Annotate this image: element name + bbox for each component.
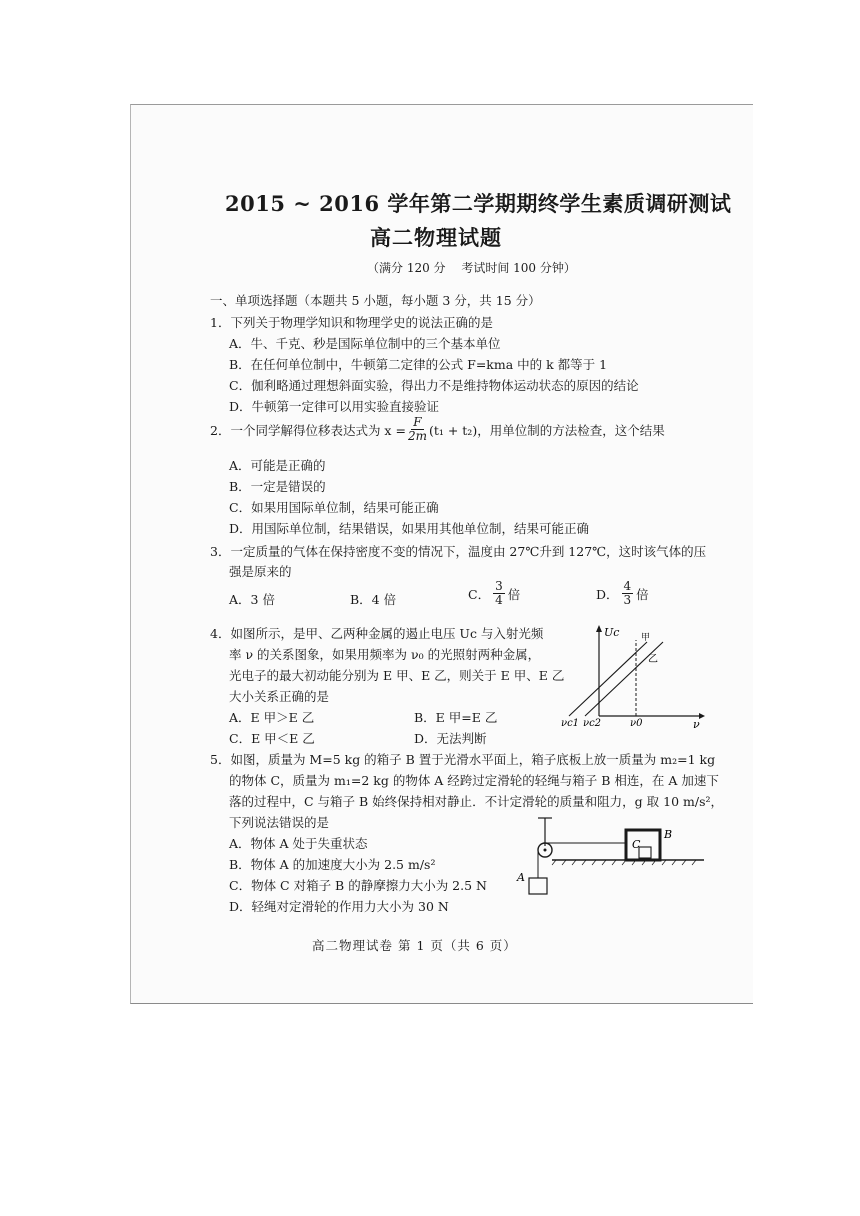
q5-option-a: A．物体 A 处于失重状态: [229, 836, 368, 851]
q4-graph: [555, 620, 707, 732]
tick-nu0: ν0: [630, 718, 643, 729]
q3-c-num: 3: [495, 579, 503, 593]
q1-option-d: D．牛顿第一定律可以用实验直接验证: [229, 399, 440, 414]
q3-option-c-label: C．: [468, 586, 491, 602]
q3-option-b: B．4 倍: [350, 592, 397, 607]
label-yi: 乙: [648, 654, 658, 665]
q3-c-den: 4: [495, 593, 503, 607]
exam-info: （满分 120 分 考试时间 100 分钟）: [367, 261, 576, 275]
q4-stem-line2: 率 ν 的关系图象，如果用频率为 ν₀ 的光照射两种金属，: [229, 647, 541, 662]
page-footer: 高二物理试卷 第 1 页（共 6 页）: [312, 938, 517, 953]
exam-subject-title: 高二物理试题: [370, 225, 502, 250]
label-a: A: [517, 871, 525, 884]
y-axis-label: Uc: [604, 626, 620, 639]
q5-option-d: D．轻绳对定滑轮的作用力大小为 30 N: [229, 899, 449, 914]
y-axis-arrow: [596, 625, 602, 632]
q5-stem-line2: 的物体 C，质量为 m₁=2 kg 的物体 A 经跨过定滑轮的轻绳与箱子 B 相连，在 A 加速下: [229, 773, 719, 788]
q2-option-c: C．如果用国际单位制，结果可能正确: [229, 500, 439, 515]
tick-nuc2: νc2: [583, 718, 602, 729]
q3-option-a: A．3 倍: [229, 592, 275, 607]
q5-stem-line3: 落的过程中，C 与箱子 B 始终保持相对静止．不计定滑轮的质量和阻力，g 取 10 m/s²，: [229, 794, 723, 809]
q3-option-c: [468, 580, 520, 607]
q4-option-b: B．E 甲=E 乙: [414, 710, 498, 725]
q2-stem-post: (t₁ + t₂)，用单位制的方法检查，这个结果: [428, 422, 665, 438]
tick-nuc1: νc1: [561, 718, 580, 729]
q5-option-c: C．物体 C 对箱子 B 的静摩擦力大小为 2.5 N: [229, 878, 487, 893]
q2-frac-num: F: [413, 415, 422, 429]
q4-stem-line4: 大小关系正确的是: [229, 689, 330, 704]
q3-option-d-label: D．: [596, 586, 619, 602]
q5-stem-line4: 下列说法错误的是: [229, 815, 330, 830]
q3-d-den: 3: [623, 593, 632, 607]
q3-option-d: [596, 580, 649, 607]
q1-option-a: A．牛、千克、秒是国际单位制中的三个基本单位: [229, 336, 501, 351]
x-axis-label: ν: [693, 718, 700, 731]
q5-option-b: B．物体 A 的加速度大小为 2.5 m/s²: [229, 857, 436, 872]
q3-option-c-fraction: [493, 580, 505, 607]
section-heading: 一、单项选择题（本题共 5 小题，每小题 3 分，共 15 分）: [210, 293, 541, 308]
q5-stem-line1: 5．如图，质量为 M=5 kg 的箱子 B 置于光滑水平面上，箱子底板上放一质量为 m₂=1 kg: [210, 752, 716, 767]
x-axis-arrow: [699, 713, 705, 719]
q2-fraction: [408, 416, 427, 443]
block-a: [529, 878, 547, 894]
q1-stem: 1．下列关于物理学知识和物理学史的说法正确的是: [210, 315, 493, 330]
ground-hatching: [552, 860, 696, 865]
pulley-axle: [544, 849, 547, 852]
q3-option-d-unit: 倍: [636, 586, 649, 602]
line-jia: [569, 642, 647, 716]
q2-option-d: D．用国际单位制，结果错误，如果用其他单位制，结果可能正确: [229, 521, 590, 536]
q2-option-a: A．可能是正确的: [229, 458, 326, 473]
q3-stem-line2: 强是原来的: [229, 564, 292, 579]
q4-stem-line1: 4．如图所示，是甲、乙两种金属的遏止电压 Uc 与入射光频: [210, 626, 544, 641]
q2-frac-den: 2m: [407, 429, 427, 443]
q4-option-a: A．E 甲＞E 乙: [229, 710, 315, 725]
q3-option-c-unit: 倍: [507, 586, 521, 602]
q4-stem-line3: 光电子的最大初动能分别为 E 甲、E 乙，则关于 E 甲、E 乙: [229, 668, 565, 683]
label-jia: 甲: [641, 633, 651, 643]
q1-option-c: C．伽利略通过理想斜面实验，得出力不是维持物体运动状态的原因的结论: [229, 378, 639, 393]
exam-title: 2015 ~ 2016 学年第二学期期终学生素质调研测试: [225, 191, 732, 216]
q5-pulley-diagram: [512, 816, 708, 902]
q4-option-d: D．无法判断: [414, 731, 487, 746]
q3-d-num: 4: [623, 579, 632, 593]
q3-option-d-fraction: [622, 580, 634, 607]
label-c: C: [632, 838, 641, 851]
block-c: [639, 847, 651, 858]
q1-option-b: B．在任何单位制中，牛顿第二定律的公式 F=kma 中的 k 都等于 1: [229, 357, 608, 372]
q2-stem: [210, 416, 665, 443]
q2-option-b: B．一定是错误的: [229, 479, 326, 494]
q2-stem-pre: 2．一个同学解得位移表达式为 x =: [210, 422, 406, 438]
q3-stem-line1: 3．一定质量的气体在保持密度不变的情况下，温度由 27℃升到 127℃，这时该气体的压: [210, 544, 707, 559]
q4-option-c: C．E 甲＜E 乙: [229, 731, 315, 746]
label-b: B: [664, 828, 673, 841]
